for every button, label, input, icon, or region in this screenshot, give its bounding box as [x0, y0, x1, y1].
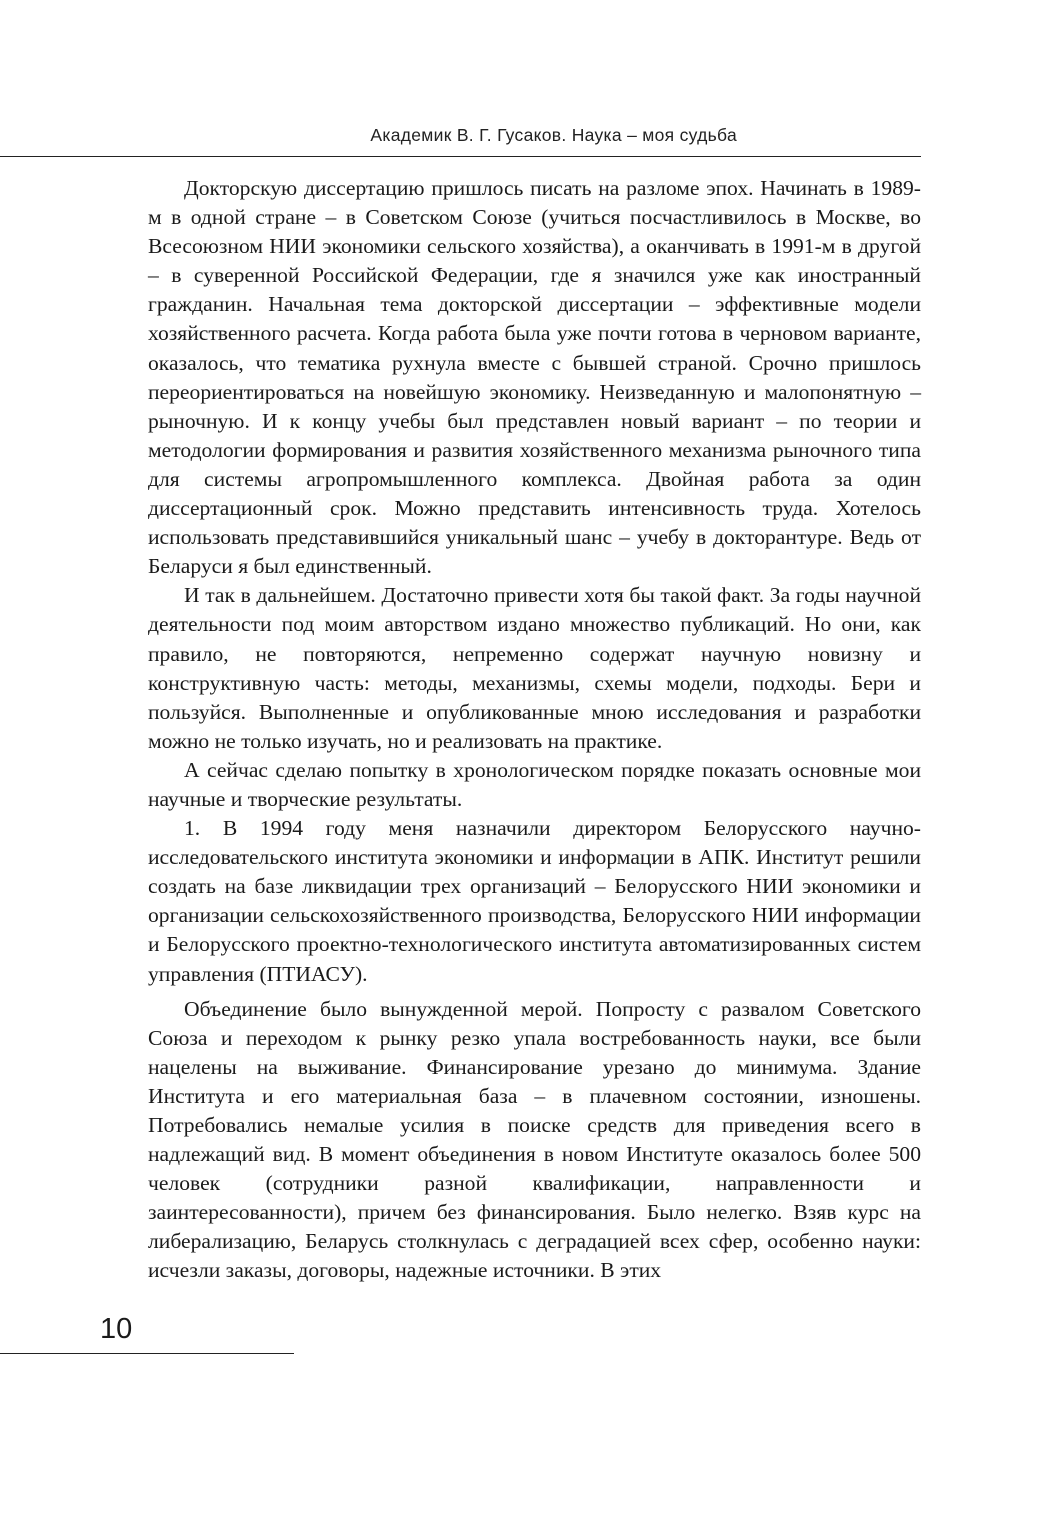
body-text: [148, 174, 921, 1286]
paragraph: И так в дальнейшем. Достаточно привести хотя бы такой факт. За годы научной деятельности под моим авторством издано множество публикаций. Но они, как правило, не повторяются, непременно содержат научную новизну и конструктивную часть: методы, механизмы, схемы модели, подходы. Бери и пользуйся. Выполненные и опубликованные мною исследования и разработки можно не только изучать, но и реализовать на практике.: [148, 583, 921, 753]
page-number: 10: [100, 1313, 133, 1345]
paragraph: Докторскую диссертацию пришлось писать на разломе эпох. Начинать в 1989-м в одной стране – в Советском Союзе (учиться посчастливилось в Москве, во Всесоюзном НИИ экономики сельского хозяйства), а оканчивать в 1991-м в другой – в суверенной Российской Федерации, где я значился уже как иностранный гражданин. Начальная тема докторской диссертации – эффективные модели хозяйственного расчета. Когда работа была уже почти готова в черновом варианте, оказалось, что тематика рухнула вместе с бывшей страной. Срочно пришлось переориентироваться на новейшую экономику. Неизведанную и малопонятную – рыночную. И к концу учебы был представлен новый вариант – по теории и методологии формирования и развития хозяйственного механизма рыночного типа для системы агропромышленного комплекса. Двойная работа за один диссертационный срок. Можно представить интенсивность труда. Хотелось использовать представившийся уникальный шанс – учебу в докторантуре. Ведь от Беларуси я был единственный.: [148, 176, 921, 579]
paragraph: Объединение было вынужденной мерой. Попросту с развалом Советского Союза и переходом к рынку резко упала востребованность науки, все были нацелены на выживание. Финансирование урезано до минимума. Здание Института и его материальная база – в плачевном состоянии, изношены. Потребовались немалые усилия в поиске средств для приведения всего в надлежащий вид. В момент объединения в новом Институте оказалось более 500 человек (сотрудники разной квалификации, направленности и заинтересованности), причем без финансирования. Было нелегко. Взяв курс на либерализацию, Беларусь столкнулась с деградацией всех сфер, особенно науки: исчезли заказы, договоры, надежные источники. В этих: [148, 996, 921, 1283]
running-title: Академик В. Г. Гусаков. Наука – моя судьба: [370, 125, 737, 145]
running-header: [0, 120, 921, 157]
paragraph: А сейчас сделаю попытку в хронологическом порядке показать основные мои научные и творческие результаты.: [148, 757, 921, 811]
page-footer: [0, 1313, 294, 1354]
paragraph: 1. В 1994 году меня назначили директором Белорусского научно-исследовательского института экономики и информации в АПК. Институт решили создать на базе ликвидации трех организаций – Белорусского НИИ экономики и организации сельскохозяйственного производства, Белорусского НИИ информации и Белорусского проектно-технологического института автоматизированных систем управления (ПТИАСУ).: [148, 816, 921, 986]
